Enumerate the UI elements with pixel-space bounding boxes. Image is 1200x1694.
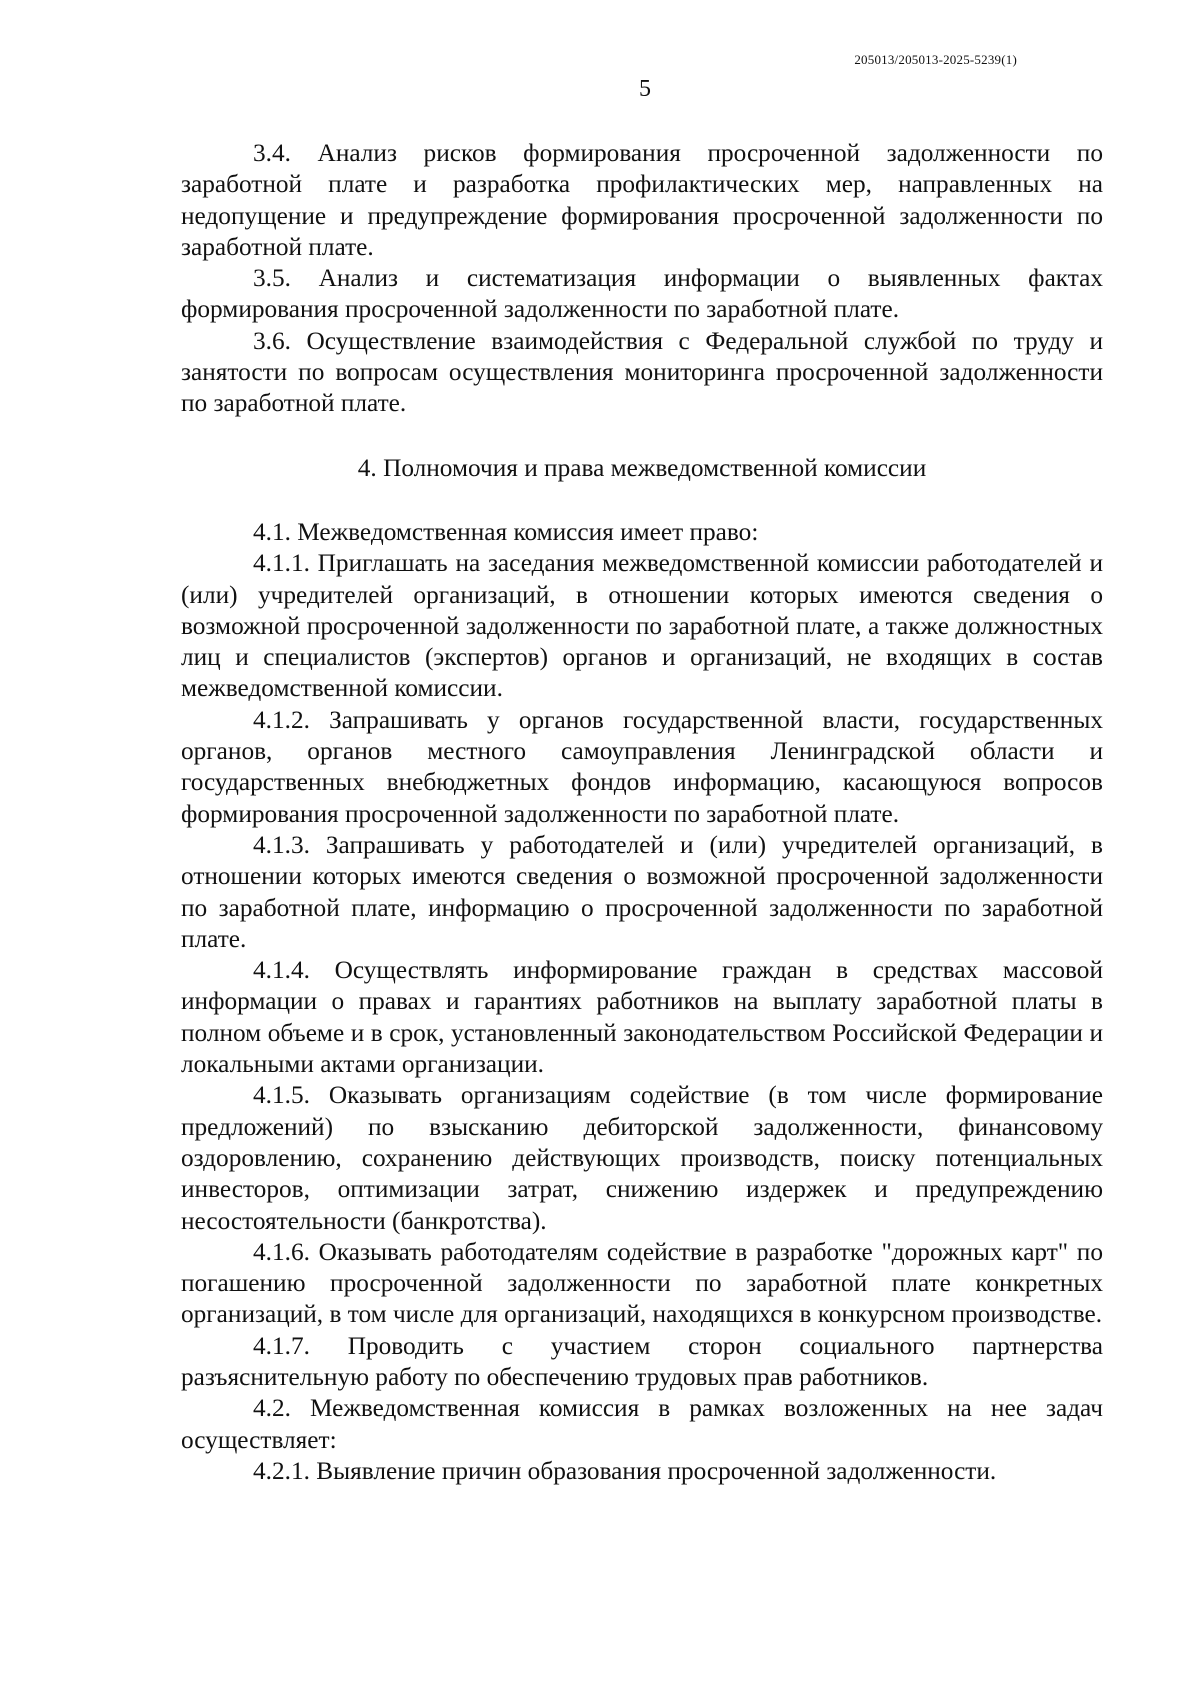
page-number: 5 [639, 76, 651, 102]
paragraph-4-1-3: 4.1.3. Запрашивать у работодателей и (или) учредителей организаций, в отношении которых имеются сведения о возможной просроченной задолженности по заработной плате, информацию о просроченной задолженности по заработной плате. [181, 830, 1103, 953]
paragraph-4-1-7: 4.1.7. Проводить с участием сторон социального партнерства разъяснительную работу по обеспечению трудовых прав работников. [181, 1331, 1103, 1391]
paragraph-3-4: 3.4. Анализ рисков формирования просроченной задолженности по заработной плате и разработка профилактических мер, направленных на недопущение и предупреждение формирования просроченной задолженности по заработной плате. [181, 139, 1103, 261]
document-registration-number: 205013/205013-2025-5239(1) [854, 52, 1017, 67]
paragraph-4-2: 4.2. Межведомственная комиссия в рамках возложенных на нее задач осуществляет: [181, 1394, 1103, 1454]
section-4-title: 4. Полномочия и права межведомственной комиссии [357, 453, 927, 482]
paragraph-3-6: 3.6. Осуществление взаимодействия с Федеральной службой по труду и занятости по вопросам осуществления мониторинга просроченной задолженности по заработной плате. [181, 326, 1103, 418]
paragraph-4-1-6: 4.1.6. Оказывать работодателям содействие в разработке "дорожных карт" по погашению просроченной задолженности по заработной плате конкретных организаций, в том числе для организаций, находящихся в конкурсном производстве. [181, 1237, 1103, 1329]
paragraph-4-2-1: 4.2.1. Выявление причин образования просроченной задолженности. [253, 1456, 997, 1485]
paragraph-3-5: 3.5. Анализ и систематизация информации о выявленных фактах формирования просроченной задолженности по заработной плате. [181, 264, 1103, 324]
paragraph-4-1-2: 4.1.2. Запрашивать у органов государственной власти, государственных органов, органов местного самоуправления Ленинградской области и государственных внебюджетных фондов информацию, касающуюся вопросов формирования просроченной задолженности по заработной плате. [181, 705, 1103, 828]
paragraph-4-1-4: 4.1.4. Осуществлять информирование граждан в средствах массовой информации о правах и гарантиях работников на выплату заработной платы в полном объеме и в срок, установленный законодательством Российской Федерации и локальными актами организации. [181, 956, 1103, 1079]
paragraph-4-1-1: 4.1.1. Приглашать на заседания межведомственной комиссии работодателей и (или) учредителей организаций, в отношении которых имеются сведения о возможной просроченной задолженности по заработной плате, а также должностных лиц и специалистов (экспертов) органов и организаций, не входящих в состав межведомственной комиссии. [181, 549, 1103, 703]
document-body [181, 138, 1103, 1487]
paragraph-4-1-5: 4.1.5. Оказывать организациям содействие (в том числе формирование предложений) по взысканию дебиторской задолженности, финансовому оздоровлению, сохранению действующих производств, поиску потенциальных инвесторов, оптимизации затрат, снижению издержек и предупреждению несостоятельности (банкротства). [181, 1081, 1103, 1235]
paragraph-4-1: 4.1. Межведомственная комиссия имеет право: [253, 517, 759, 546]
